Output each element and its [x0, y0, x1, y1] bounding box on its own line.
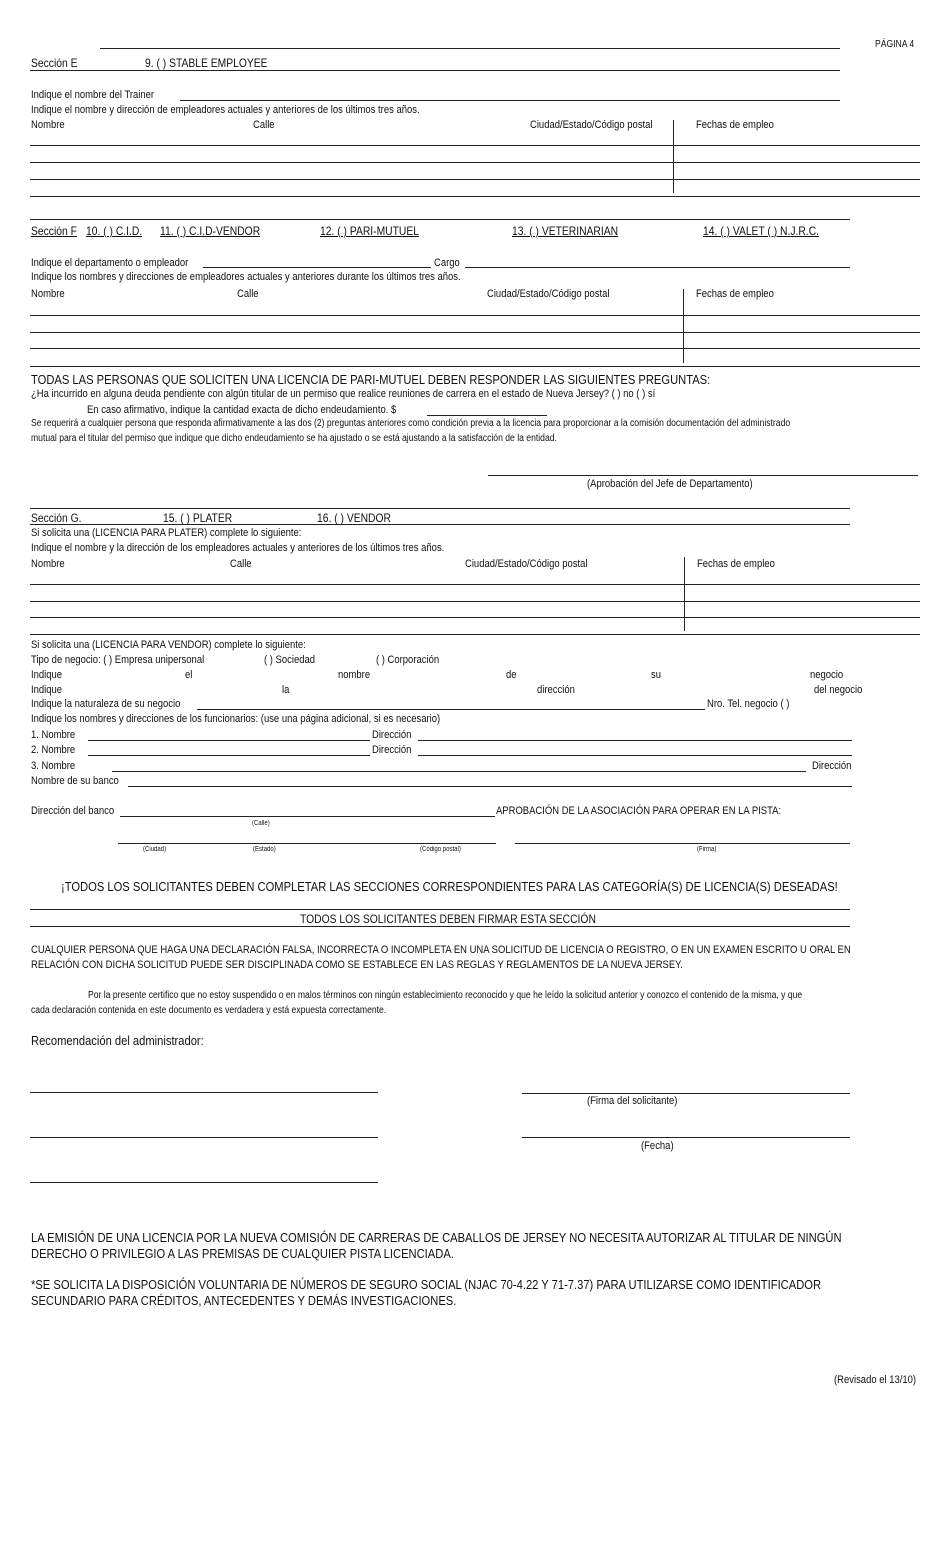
- bank-city-state-zip-field[interactable]: [118, 843, 496, 844]
- section-g-top-rule: [30, 508, 850, 509]
- officer-1-address-label: Dirección: [372, 729, 412, 741]
- col-ciudad: Ciudad/Estado/Código postal: [530, 119, 653, 131]
- business-name-label-6: negocio: [810, 669, 844, 681]
- signature-section-rule: [30, 926, 850, 927]
- trainer-field[interactable]: [180, 100, 840, 101]
- employer-row[interactable]: [30, 348, 920, 349]
- col-nombre: Nombre: [31, 558, 65, 570]
- section-e-top-rule: [100, 48, 840, 49]
- col-ciudad: Ciudad/Estado/Código postal: [487, 288, 610, 300]
- bank-address-label: Dirección del banco: [31, 805, 115, 817]
- bank-name-label: Nombre de su banco: [31, 775, 119, 787]
- street-caption: (Calle): [252, 820, 270, 827]
- business-type-corporation[interactable]: ( ) Corporación: [376, 654, 440, 666]
- applicant-signature-caption: (Firma del solicitante): [587, 1095, 678, 1107]
- date-caption: (Fecha): [641, 1140, 674, 1152]
- option-15-plater[interactable]: 15. ( ) PLATER: [163, 511, 233, 525]
- col-nombre: Nombre: [31, 288, 65, 300]
- business-nature-field[interactable]: [197, 709, 705, 710]
- date-field[interactable]: [522, 1137, 850, 1138]
- pari-note-line2: mutual para el titular del permiso que indique que dicho endeudamiento se ha ajustado o se está ajustando a la satisfacción de la entidad.: [31, 433, 557, 444]
- business-address-label-4: del negocio: [814, 684, 863, 696]
- section-g-rule: [30, 524, 850, 525]
- employer-row[interactable]: [30, 366, 920, 367]
- association-signature-field[interactable]: [515, 843, 850, 844]
- revision-date: (Revisado el 13/10): [834, 1374, 917, 1386]
- employer-row[interactable]: [30, 196, 920, 197]
- business-type-sole-proprietor[interactable]: Tipo de negocio: ( ) Empresa unipersonal: [31, 654, 205, 666]
- business-name-label-1: Indique: [31, 669, 63, 681]
- section-e-instructions: Indique el nombre y dirección de empleadores actuales y anteriores de los últimos tres años.: [31, 104, 420, 116]
- business-name-label-4: de: [506, 669, 517, 681]
- applicant-signature-field[interactable]: [522, 1093, 850, 1094]
- business-name-label-5: su: [651, 669, 661, 681]
- department-head-approval-label: (Aprobación del Jefe de Departamento): [587, 478, 753, 490]
- debt-question[interactable]: ¿Ha incurrido en alguna deuda pendiente con algún titular de un permiso que realice reuniones de carrera en el estado de Nueva Jersey? ( ) no ( ) sí: [31, 388, 656, 400]
- employer-row[interactable]: [30, 315, 920, 316]
- administrator-recommendation-field[interactable]: [30, 1182, 378, 1183]
- section-g-label: Sección G.: [31, 511, 82, 525]
- section-f-label: Sección F: [31, 224, 77, 238]
- officer-2-address-label: Dirección: [372, 744, 412, 756]
- employer-row[interactable]: [30, 601, 920, 602]
- employer-row[interactable]: [30, 617, 920, 618]
- col-nombre: Nombre: [31, 119, 65, 131]
- department-label: Indique el departamento o empleador: [31, 257, 189, 269]
- employer-row[interactable]: [30, 179, 920, 180]
- table-divider: [684, 557, 685, 631]
- zip-caption: (Código postal): [420, 846, 461, 853]
- employer-row[interactable]: [30, 162, 920, 163]
- state-caption: (Estado): [253, 846, 276, 853]
- trainer-label: Indique el nombre del Trainer: [31, 89, 155, 101]
- license-issuance-notice-line1: LA EMISIÓN DE UNA LICENCIA POR LA NUEVA COMISIÓN DE CARRERAS DE CABALLOS DE JERSEY NO NECESITA AUTORIZAR AL TITULAR DE NINGÚN: [31, 1230, 842, 1245]
- bank-street-field[interactable]: [120, 816, 495, 817]
- plater-instructions: Si solicita una (LICENCIA PARA PLATER) complete lo siguiente:: [31, 527, 302, 539]
- employer-row[interactable]: [30, 332, 920, 333]
- ssn-notice-line1: *SE SOLICITA LA DISPOSICIÓN VOLUNTARIA DE NÚMEROS DE SEGURO SOCIAL (NJAC 70-4.22 Y 71-7.37) PARA UTILIZARSE COMO IDENTIFICADOR: [31, 1277, 822, 1292]
- cargo-field[interactable]: [465, 267, 850, 268]
- license-issuance-notice-line2: DERECHO O PRIVILEGIO A LAS PREMISAS DE CUALQUIER PISTA LICENCIADA.: [31, 1246, 454, 1261]
- option-10-cid[interactable]: 10. ( ) C.I.D.: [86, 224, 143, 238]
- officer-2-name-field[interactable]: [88, 755, 370, 756]
- false-statement-warning-line2: RELACIÓN CON DICHA SOLICITUD PUEDE SER DISCIPLINADA COMO SE ESTABLECE EN LAS REGLAS Y REGLAMENTOS DE LA NUEVA JERSEY.: [31, 959, 683, 971]
- option-14-valet-njrc[interactable]: 14. ( ) VALET ( ) N.J.R.C.: [703, 224, 820, 238]
- cargo-label: Cargo: [434, 257, 460, 269]
- business-type-partnership[interactable]: ( ) Sociedad: [264, 654, 316, 666]
- option-16-vendor[interactable]: 16. ( ) VENDOR: [317, 511, 391, 525]
- table-divider: [673, 120, 674, 193]
- section-f-instructions: Indique los nombres y direcciones de empleadores actuales y anteriores durante los últimos tres años.: [31, 271, 461, 283]
- signature-caption: (Firma): [697, 846, 717, 853]
- option-13-veterinarian[interactable]: 13. ( ) VETERINARIAN: [512, 224, 619, 238]
- bank-name-field[interactable]: [128, 786, 852, 787]
- department-head-signature-field[interactable]: [488, 475, 918, 476]
- department-field[interactable]: [203, 267, 431, 268]
- option-12-pari-mutuel[interactable]: 12. ( ) PARI-MUTUEL: [320, 224, 420, 238]
- business-phone-label[interactable]: Nro. Tel. negocio ( ): [707, 698, 790, 710]
- officer-1-address-field[interactable]: [418, 740, 852, 741]
- col-calle: Calle: [237, 288, 259, 300]
- administrator-recommendation-label: Recomendación del administrador:: [31, 1033, 204, 1048]
- business-address-label-3: dirección: [537, 684, 575, 696]
- officer-3-address-label: Dirección: [812, 760, 852, 772]
- employer-row[interactable]: [30, 145, 920, 146]
- business-address-label-1: Indique: [31, 684, 63, 696]
- ssn-notice-line2: SECUNDARIO PARA CRÉDITOS, ANTECEDENTES Y DEMÁS INVESTIGACIONES.: [31, 1293, 457, 1308]
- pari-note-line1: Se requerirá a cualquier persona que responda afirmativamente a las dos (2) preguntas anteriores como condición previa a la licencia para proporcionar a la comisión documentación del administrado: [31, 418, 791, 429]
- col-fechas: Fechas de empleo: [696, 119, 774, 131]
- administrator-recommendation-field[interactable]: [30, 1137, 378, 1138]
- option-11-cid-vendor[interactable]: 11. ( ) C.I.D-VENDOR: [160, 224, 261, 238]
- business-nature-label: Indique la naturaleza de su negocio: [31, 698, 181, 710]
- city-caption: (Ciudad): [143, 846, 167, 853]
- officer-3-name-field[interactable]: [112, 771, 806, 772]
- col-ciudad: Ciudad/Estado/Código postal: [465, 558, 588, 570]
- section-f-top-rule: [30, 219, 850, 220]
- business-name-label-2: el: [185, 669, 193, 681]
- col-calle: Calle: [230, 558, 252, 570]
- table-divider: [683, 289, 684, 363]
- signature-section-rule: [30, 909, 850, 910]
- option-9-stable-employee[interactable]: 9. ( ) STABLE EMPLOYEE: [145, 56, 268, 70]
- officer-1-name-field[interactable]: [88, 740, 370, 741]
- certification-line1: Por la presente certifico que no estoy suspendido o en malos términos con ningún establecimiento reconocido y que he leído la solicitud anterior y conozco el contenido de la misma, y que: [88, 990, 803, 1001]
- employer-row[interactable]: [30, 634, 920, 635]
- administrator-recommendation-field[interactable]: [30, 1092, 378, 1093]
- association-approval-label: APROBACIÓN DE LA ASOCIACIÓN PARA OPERAR EN LA PISTA:: [496, 805, 782, 817]
- certification-line2: cada declaración contenida en este documento es verdadera y está expuesta correctamente.: [31, 1005, 387, 1016]
- pari-mutuel-heading: TODAS LAS PERSONAS QUE SOLICITEN UNA LICENCIA DE PARI-MUTUEL DEBEN RESPONDER LAS SIGUIENTES PREGUNTAS:: [31, 372, 711, 387]
- officer-3-name-label: 3. Nombre: [31, 760, 76, 772]
- vendor-heading: Si solicita una (LICENCIA PARA VENDOR) complete lo siguiente:: [31, 639, 306, 651]
- col-fechas: Fechas de empleo: [696, 288, 774, 300]
- officer-2-name-label: 2. Nombre: [31, 744, 76, 756]
- complete-sections-notice: ¡TODOS LOS SOLICITANTES DEBEN COMPLETAR LAS SECCIONES CORRESPONDIENTES PARA LAS CATEGORÍA(S) DE LICENCIA(S) DESEADAS!: [61, 879, 838, 894]
- section-e-label: Sección E: [31, 56, 78, 70]
- officer-2-address-field[interactable]: [418, 755, 852, 756]
- col-calle: Calle: [253, 119, 275, 131]
- sign-section-heading: TODOS LOS SOLICITANTES DEBEN FIRMAR ESTA SECCIÓN: [300, 912, 596, 926]
- employer-row[interactable]: [30, 584, 920, 585]
- debt-amount-field[interactable]: [427, 415, 547, 416]
- officers-instructions: Indique los nombres y direcciones de los funcionarios: (use una página adicional, si es necesario): [31, 713, 441, 725]
- debt-amount-label: En caso afirmativo, indique la cantidad exacta de dicho endeudamiento. $: [87, 404, 397, 416]
- business-address-label-2: la: [282, 684, 290, 696]
- false-statement-warning-line1: CUALQUIER PERSONA QUE HAGA UNA DECLARACIÓN FALSA, INCORRECTA O INCOMPLETA EN UNA SOLICITUD DE LICENCIA O REGISTRO, O EN UN EXAMEN ESCRITO U ORAL EN: [31, 944, 851, 956]
- col-fechas: Fechas de empleo: [697, 558, 775, 570]
- page-number: PÁGINA 4: [875, 39, 915, 50]
- section-g-instructions: Indique el nombre y la dirección de los empleadores actuales y anteriores de los últimos tres años.: [31, 542, 445, 554]
- business-name-label-3: nombre: [338, 669, 371, 681]
- section-e-rule: [30, 70, 840, 71]
- officer-1-name-label: 1. Nombre: [31, 729, 76, 741]
